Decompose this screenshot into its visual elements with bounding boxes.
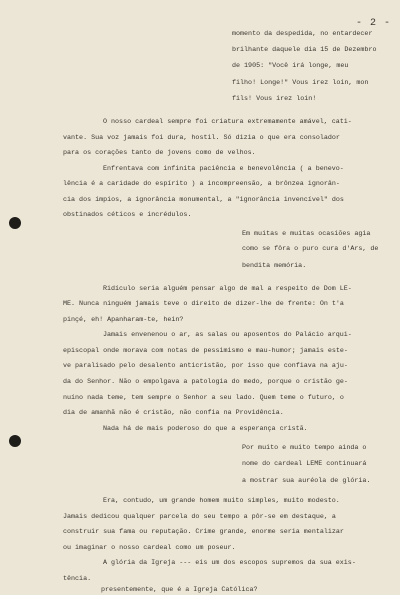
text-line: A glória da Igreja --- eis um dos escopos supremos da sua exis- [103, 559, 356, 567]
binder-hole-bottom [9, 435, 21, 447]
text-line: da do Senhor. Não o empolgava a patologia do medo, porque o cristão ge- [63, 378, 348, 386]
text-line: lência é a caridade do espírito ) a incompreensão, a brônzea ignorân- [63, 180, 340, 188]
text-line: dia de amanhã não é cristão, não confia na Providência. [63, 409, 284, 417]
text-line: obstinados céticos e incrédulos. [63, 211, 192, 219]
text-line: nuíno nada teme, tem sempre o Senhor a seu lado. Quem teme o futuro, o [63, 394, 344, 402]
text-line: Nada há de mais poderoso do que a esperança cristã. [103, 425, 308, 433]
text-line: Jamais envenenou o ar, as salas ou aposentos do Palácio arqui- [103, 331, 352, 339]
text-line: O nosso cardeal sempre foi criatura extremamente amável, cati- [103, 118, 352, 126]
text-line: para os corações tanto de jovens como de velhos. [63, 149, 256, 157]
text-line: como se fôra o puro cura d'Ars, de [242, 245, 379, 253]
text-line: de 1905: "Você irá longe, meu [232, 62, 349, 70]
text-line: episcopal onde morava com notas de pessimismo e mau-humor; jamais este- [63, 347, 348, 355]
text-line: Em muitas e muitas ocasiões agia [242, 230, 371, 238]
text-line: a mostrar sua auréola de glória. [242, 477, 371, 485]
text-line: Jamais dedicou qualquer parcela do seu tempo a pôr-se em destaque, a [63, 513, 336, 521]
text-line: bendita memória. [242, 262, 307, 270]
text-line: Era, contudo, um grande homem muito simples, muito modesto. [103, 497, 340, 505]
text-line: fils! Vous irez loin! [232, 95, 317, 103]
text-line: presentemente, que é a Igreja Católica? [101, 586, 258, 594]
binder-hole-top [9, 217, 21, 229]
page-number: - 2 - [356, 18, 392, 29]
text-line: Ridículo seria alguém pensar algo de mal a respeito de Dom LE- [103, 285, 352, 293]
text-line: Por muito e muito tempo ainda o [242, 444, 367, 452]
text-line: Enfrentava com infinita paciência e benevolência ( a benevo- [103, 165, 344, 173]
text-line: filho! Longe!" Vous irez loin, mon [232, 79, 369, 87]
text-line: brilhante daquele dia 15 de Dezembro [232, 46, 377, 54]
text-line: pinçé, eh! Apanharam-te, hein? [63, 316, 184, 324]
text-line: tência. [63, 575, 92, 583]
text-line: ou imaginar o nosso cardeal como um poseur. [63, 544, 236, 552]
text-line: vante. Sua voz jamais foi dura, hostil. Só dizia o que era consolador [63, 134, 340, 142]
text-line: construir sua fama ou reputação. Crime grande, enorme seria mentalizar [63, 528, 344, 536]
text-line: cia dos ímpios, a ignorância monumental, a "ignorância invencível" dos [63, 196, 344, 204]
text-line: ve paralisado pelo desalento anticristão, por isso que confiava na aju- [63, 362, 348, 370]
text-line: nome do cardeal LEME continuará [242, 460, 367, 468]
text-line: momento da despedida, no entardecer [232, 30, 373, 38]
text-line: ME. Nunca ninguém jamais teve o direito de dizer-lhe de frente: On t'a [63, 300, 344, 308]
